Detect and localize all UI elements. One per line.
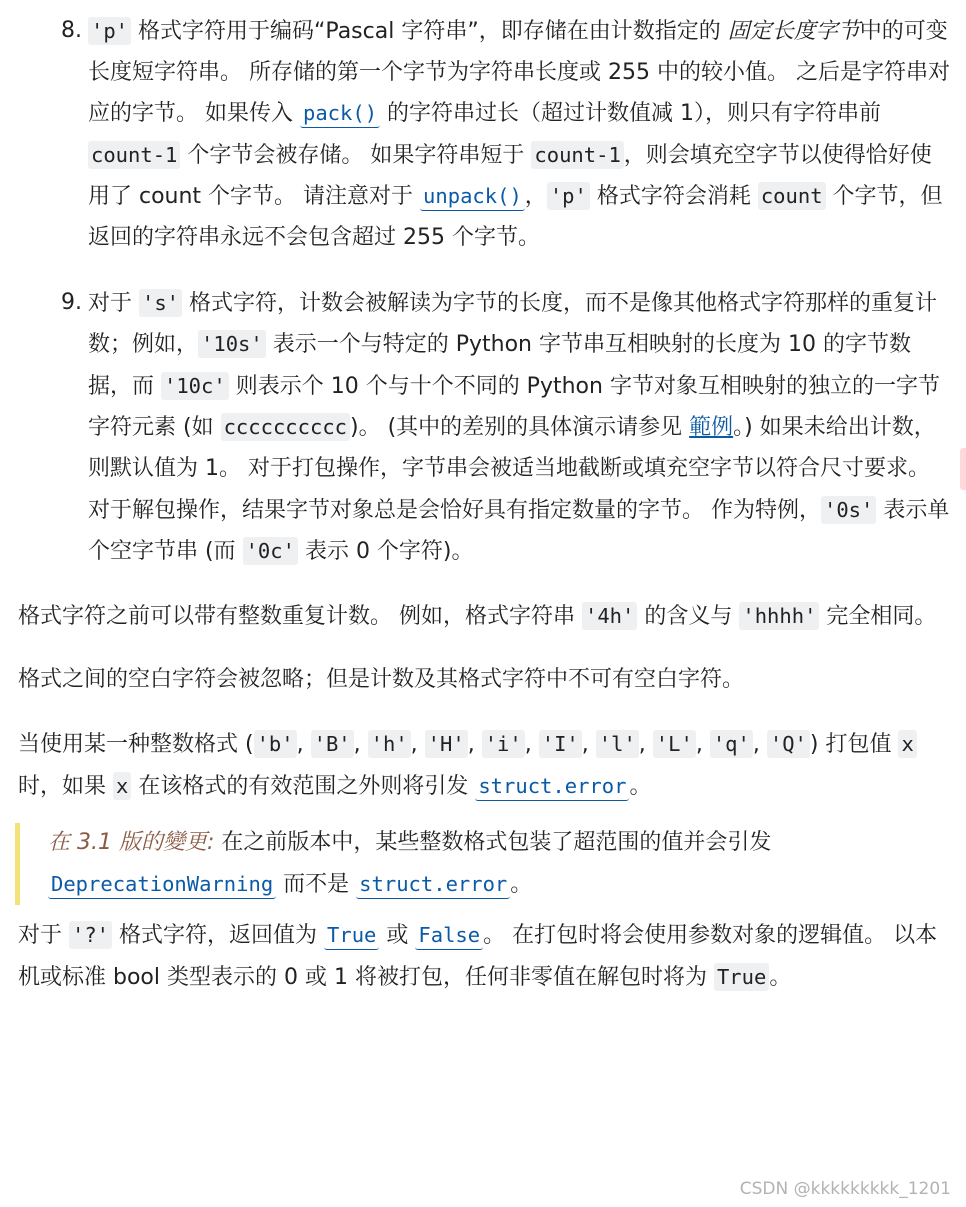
list-item-number: 8. bbox=[61, 18, 82, 43]
inline-code: '0c' bbox=[243, 537, 298, 565]
paragraph-repeat-count bbox=[18, 596, 953, 638]
inline-code: count bbox=[758, 182, 826, 210]
text-run: 则表示个 10 个与十个不同的 Python 字节对象互相映射的独立的一字节字符元素 (如 bbox=[88, 373, 940, 441]
inline-code: 'b' bbox=[254, 730, 297, 758]
inline-code: 'B' bbox=[311, 730, 354, 758]
inline-code: '4h' bbox=[582, 602, 637, 630]
code-link[interactable]: pack() bbox=[300, 99, 380, 128]
examples-link[interactable]: 範例 bbox=[689, 415, 734, 441]
list-item bbox=[18, 11, 953, 259]
emphasis-text: 固定长度字节 bbox=[727, 19, 860, 44]
inline-code: count-1 bbox=[531, 141, 623, 169]
list-item bbox=[18, 283, 953, 573]
text-run: 格式字符，返回值为 bbox=[112, 923, 325, 949]
doc-content bbox=[18, 11, 953, 998]
text-run: 。 bbox=[510, 871, 533, 897]
text-run: 格式之间的空白字符会被忽略；但是计数及其格式字符中不可有空白字符。 bbox=[18, 667, 745, 693]
version-modified-label: 在 3.1 版的變更: bbox=[48, 830, 215, 856]
text-run: 而不是 bbox=[276, 871, 357, 897]
text-run: 在该格式的有效范围之外则将引发 bbox=[131, 773, 476, 799]
text-run: ) 打包值 bbox=[809, 731, 899, 757]
text-run: 。 bbox=[769, 964, 792, 990]
text-run: )。 (其中的差别的具体演示请参见 bbox=[350, 415, 690, 441]
text-run: , bbox=[581, 731, 596, 757]
text-run: 当使用某一种整数格式 ( bbox=[18, 731, 254, 757]
inline-code: 'H' bbox=[425, 730, 468, 758]
text-run: 个字节会被存储。 如果字符串短于 bbox=[180, 142, 532, 168]
inline-code: 'q' bbox=[710, 730, 753, 758]
paragraph-whitespace bbox=[18, 660, 953, 701]
text-run: ，则会填充空字节以使得恰好使用了 count 个字节。 请注意对于 bbox=[88, 142, 932, 210]
text-run: 中的可变长度短字符串。 所存储的第一个字节为字符串长度或 255 中的较小值。 之后是字符串对应的字节。 如果传入 bbox=[88, 19, 950, 127]
paragraph-bool-format bbox=[18, 915, 953, 998]
watermark: CSDN @kkkkkkkkk_1201 bbox=[739, 1179, 951, 1199]
text-run: 表示单个空字节串 (而 bbox=[88, 497, 950, 565]
inline-code: '10s' bbox=[198, 330, 266, 358]
list-item-body bbox=[88, 283, 953, 573]
inline-code: '10c' bbox=[161, 372, 229, 400]
text-run: 。 在打包时将会使用参数对象的逻辑值。 以本机或标准 bool 类型表示的 0 或 1 将被打包，任何非零值在解包时将为 bbox=[18, 923, 938, 990]
version-changed-note bbox=[15, 823, 953, 905]
text-run: 表示一个与特定的 Python 字节串互相映射的长度为 10 的字节数据，而 bbox=[88, 332, 911, 399]
text-run: , bbox=[524, 731, 539, 757]
text-run: 格式字符，计数会被解读为字节的长度，而不是像其他格式字符那样的重复计数；例如， bbox=[88, 290, 938, 358]
scroll-edge-marker bbox=[960, 448, 966, 490]
inline-code: 'p' bbox=[547, 182, 590, 210]
text-run: , bbox=[638, 731, 653, 757]
list-item-body bbox=[88, 11, 953, 259]
text-run: , bbox=[296, 731, 311, 757]
code-link[interactable]: DeprecationWarning bbox=[48, 870, 276, 899]
inline-code: 's' bbox=[139, 289, 182, 317]
text-run: , bbox=[752, 731, 767, 757]
text-run: 格式字符会消耗 bbox=[589, 184, 758, 210]
inline-code: True bbox=[714, 963, 769, 991]
inline-code: 'p' bbox=[88, 17, 131, 45]
text-run: 表示 0 个字符)。 bbox=[297, 539, 474, 565]
inline-code: 'I' bbox=[539, 730, 582, 758]
inline-code: 'L' bbox=[653, 730, 696, 758]
inline-code: 'hhhh' bbox=[739, 602, 819, 630]
code-link[interactable]: False bbox=[415, 921, 483, 950]
code-link[interactable]: struct.error bbox=[475, 772, 629, 801]
inline-code: '0s' bbox=[821, 496, 876, 524]
code-link[interactable]: unpack() bbox=[420, 182, 525, 211]
text-run: 的字符串过长（超过计数值减 1），则只有字符串前 bbox=[380, 101, 882, 127]
text-run: 的含义与 bbox=[637, 603, 740, 629]
text-run: , bbox=[353, 731, 368, 757]
inline-code: 'i' bbox=[482, 730, 525, 758]
text-run: 个字节，但返回的字符串永远不会包含超过 255 个字节。 bbox=[88, 184, 943, 250]
inline-code: '?' bbox=[69, 921, 112, 949]
text-run: 或 bbox=[379, 923, 416, 949]
inline-code: x bbox=[113, 772, 131, 800]
text-run: , bbox=[695, 731, 710, 757]
inline-code: 'Q' bbox=[767, 730, 810, 758]
inline-code: cccccccccc bbox=[221, 413, 350, 441]
text-run: 对于 bbox=[88, 290, 139, 316]
text-run: 时，如果 bbox=[18, 773, 113, 799]
code-link[interactable]: True bbox=[324, 921, 379, 950]
code-link[interactable]: struct.error bbox=[356, 870, 510, 899]
inline-code: count-1 bbox=[88, 141, 180, 169]
inline-code: 'h' bbox=[368, 730, 411, 758]
text-run: 格式字符用于编码“Pascal 字符串”，即存储在由计数指定的 bbox=[131, 19, 728, 44]
inline-code: 'l' bbox=[596, 730, 639, 758]
text-run: , bbox=[467, 731, 482, 757]
format-notes-list bbox=[18, 11, 953, 573]
text-run: 在之前版本中，某些整数格式包装了超范围的值并会引发 bbox=[214, 830, 772, 856]
text-run: , bbox=[410, 731, 425, 757]
paragraph-integer-formats bbox=[18, 724, 953, 807]
text-run: 对于 bbox=[18, 923, 69, 949]
text-run: 格式字符之前可以带有整数重复计数。 例如，格式字符串 bbox=[18, 603, 582, 629]
list-item-number: 9. bbox=[61, 289, 82, 315]
text-run: 。 bbox=[629, 773, 652, 799]
text-run: 。) 如果未给出计数，则默认值为 1。 对于打包操作，字节串会被适当地截断或填充空字节以符合尺寸要求。 对于解包操作，结果字节对象总是会恰好具有指定数量的字节。 作为特例， bbox=[88, 415, 936, 523]
inline-code: x bbox=[898, 730, 916, 758]
text-run: ， bbox=[524, 184, 547, 210]
text-run: 完全相同。 bbox=[819, 603, 937, 629]
